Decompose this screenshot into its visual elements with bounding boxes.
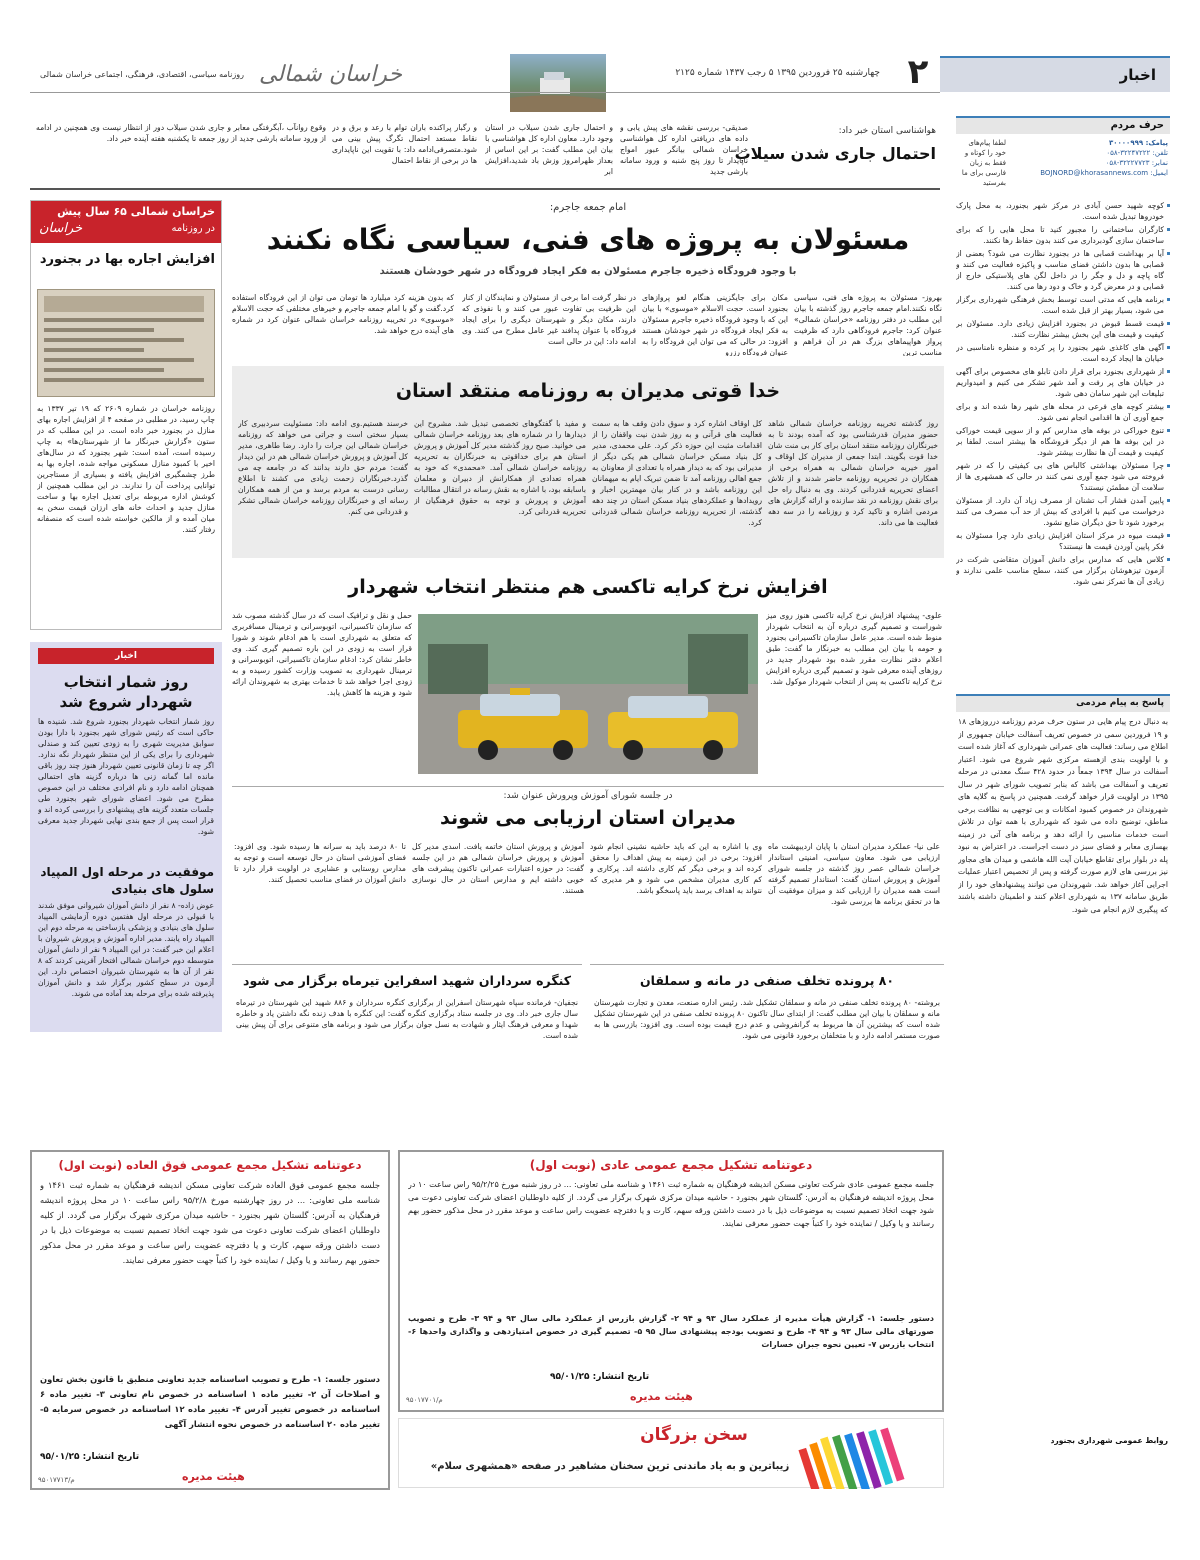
bullet-icon (1167, 322, 1170, 325)
taxi-image (418, 614, 758, 774)
flood-car-image (510, 54, 606, 112)
section-tab (940, 56, 1170, 92)
bullet-icon (1167, 228, 1170, 231)
story-kicker: هواشناسی استان خبر داد: (838, 126, 936, 136)
history-headline: افزایش اجاره بها در بجنورد (39, 252, 215, 267)
lead-story (232, 200, 944, 360)
lead-col-3: در نظر گرفت اما برخی از مسئولان و نمایندگان از کنار این ظرفیت بی تفاوت عبور می کنند و با نفوذی که دارند، مکان دیگر و شهرستان دیگری را برای ایجاد فرودگاه با عنوان پدافند غیر عامل مطرح می کنند. وی ادامه داد: این در حالی است (462, 293, 636, 346)
history-box (30, 200, 222, 630)
news-box-header: اخبار (38, 648, 214, 664)
bullet-icon (1167, 370, 1170, 373)
tagline: روزنامه سیاسی، اقتصادی، فرهنگی، اجتماعی خراسان شمالی (40, 70, 244, 79)
pencils-icon (793, 1419, 943, 1489)
notice1-text: جلسه مجمع عمومی عادی شرکت تعاونی مسکن اندیشه فرهنگیان به شماره ثبت ۱۴۶۱ و شناسه ملی تعاونی: ... در روز شنبه مورخ ۹۵/۲/۲۵ راس ساعت ۱۰ در محل پروژه اندیشه فرهنگیان به آدرس: گلستان شهر بجنورد - حاشیه میدان مرکزی شهرک برگزار می گردد. از کلیه داوطلبان اعضای شرکت تعاونی دعوت می شود جهت اتخاذ تصمیم نسبت به موضوعات ذیل با در دست داشتن ورقه سهم، کارت و یا دفترچه عضویت راس ساعت و موعد مقرر در محل مذکور حضور بهم رسانند و یا وکیل / نماینده خود را کتباً جهت حضور معرفی نمایند. (408, 1180, 934, 1228)
story-col-1: صدیقی- بررسی نقشه های پیش یابی و داده های دریافتی اداره کل هواشناسی خراسان شمالی بیانگر عبور امواج ناپایدار تا روز پنج شنبه و ورود سامانه بارشی جدید (620, 123, 748, 176)
people-voice-title: حرف مردم (1110, 120, 1164, 131)
reply-title: پاسخ به پیام مردمی (1076, 698, 1164, 708)
notice1-agenda: دستور جلسه: ۱- گزارش هیأت مدیره از عملکرد سال ۹۳ و ۹۴ ۲- گزارش بازرس از عملکرد مالی سال ۹۳ و ۹۴ ۳- طرح و تصویب صورتهای مالی سال ۹۳ و ۹۴ ۴- طرح و تصویب بودجه پیشنهادی سال ۹۵ ۵- تصمیم گیری در خصوص امتیازدهی و واگذاری واحدها ۶- انتخاب بازرس ۷- تعیین نحوه جبران خسارات (408, 1314, 934, 1349)
quote-title: سخن بزرگان (640, 1425, 748, 1445)
masthead (30, 52, 1170, 98)
taxi-col-1: علوی- پیشنهاد افزایش نرخ کرایه تاکسی هنوز روی میز شوراست و تصمیم گیری درباره آن به انتخاب شهردار منوط شده است. مدیر عامل سازمان تاکسیرانی بجنورد و حومه با بیان این مطلب به خبرنگار ما گفت: طبق اعلام دفتر نظارت مقرر شده بود شهردار جدید در روزهای آینده معرفی شود و تصمیم گیری درباره افزایش نرخ کرایه تاکسی به پس از انتخاب شهردار موکول شد. (766, 611, 942, 686)
lead-col-1: بهروز- مسئولان به پروژه های فنی، سیاسی نگاه نکنند.امام جمعه جاجرم روز گذشته با بیان این مطلب در دفتر روزنامه «خراسان شمالی» عنوان کرد: جاجرم فرودگاهی دارد که ظرفیت پرواز هواپیماهای بزرگ هم در آن فراهم و مناسب ترین (794, 293, 942, 356)
people-voice-item: کلاس هایی که مدارس برای دانش آموزان متقاضی شرکت در آزمون تیزهوشان برگزار می کنند، سطح مناسب علمی ندارند و زیادی آن ها تمرکز نمی شود. (956, 554, 1170, 587)
story-col-4: وقوع روانآب ،آبگرفتگی معابر و جاری شدن سیلاب دور از انتظار نیست وی همچنین در ادامه از ورود سامانه بارشی جدید از روز جمعه تا یکشنبه هفته آینده خبر داد. (36, 123, 326, 143)
mayor-headline: روز شمار انتخاب شهردار شروع شد (59, 673, 193, 711)
history-logo: خراسان (39, 221, 83, 236)
people-voice-column (956, 116, 1170, 1446)
contact-intro: لطفا پیام‌های خود را کوتاه و فقط به زبان فارسی برای ما بفرستید (961, 139, 1006, 187)
olympiad-headline: موفقیت در مرحله اول المپیاد سلول های بنیادی (40, 865, 214, 896)
editors-visit-story (232, 366, 944, 558)
old-newspaper-image (37, 289, 215, 397)
education-story (232, 786, 944, 958)
bullet-icon (1167, 346, 1170, 349)
date-line: چهارشنبه ۲۵ فروردین ۱۳۹۵ ۵ رجب ۱۴۳۷ شماره ۲۱۲۵ (675, 68, 880, 78)
guild-headline: ۸۰ پرونده تخلف صنفی در مانه و سملقان (640, 973, 894, 988)
mayor-text: روز شمار انتخاب شهردار بجنورد شروع شد. شنیده ها حاکی است که رئیس شورای شهر بجنورد با دارا بودن سوابق مدیریت شهری را به زودی تعیین کند و صندلی شهرداری را برای یکی از این منتظر شهردار نگه ندارد. اگر چه تا زمان قانونی تعیین شهردار هنوز چند روز باقی مانده اما گمانه زنی ها درباره گزینه های احتمالی همچنان ادامه دارد و نام افرادی مختلف در این خصوص مطرح می شود. اعضای شورای شهر بجنورد طی جلسات متعدد گزینه های پیشنهادی را بررسی کرده اند و قرار است پس از جمع بندی نهایی شهردار جدید معرفی شود. (38, 717, 214, 836)
bullet-icon (1167, 298, 1170, 301)
people-voice-item: قیمت میوه در مرکز استان افزایش زیادی دارد چرا مسئولان به فکر پایین آوردن قیمت ها نیستند؟ (956, 530, 1170, 552)
bullet-icon (1167, 558, 1170, 561)
story-col-2: و احتمال جاری شدن سیلاب در استان وجود دارد. معاون اداره کل هواشناسی با بیان این مطلب گفت: بر این اساس از بعداز ظهرامروز وزش باد شدید،افزایش ابر (485, 123, 613, 176)
bullet-icon (1167, 534, 1170, 537)
taxi-photo (418, 614, 758, 774)
quote-banner (398, 1418, 944, 1488)
reply-sign: روابط عمومی شهرداری بجنورد (1050, 1436, 1168, 1445)
history-header (31, 201, 221, 243)
lead-col-4: که بدون هزینه کرد میلیارد ها تومان می توان از این فرودگاه استفاده کرد.گفت و گو با امام جمعه جاجرم و خیرهای مختلفی که حجت الاسلام «موسوی» در تخریبه روزنامه خراسان شمالی عنوان کرد در شماره های آینده درج خواهد شد. (232, 293, 454, 335)
reply-header (956, 694, 1170, 712)
notice2-code: م/۹۵۰۱۷۷۱۳ (38, 1476, 75, 1484)
people-voice-item: پایین آمدن فشار آب تشنان از مصرف زیاد آن دارد. از مسئولان درخواست می کنیم با افرادی که بیش از حد آب مصرف می کنند برخورد شود تا حق دیگران ضایع نشود. (956, 495, 1170, 528)
bullet-icon (1167, 252, 1170, 255)
martyrs-congress-story (232, 964, 582, 1134)
lead-kicker: امام جمعه جاجرم: (549, 202, 627, 213)
people-voice-item: کارگران ساختمانی را مجبور کنید تا محل هایی را که برای ساختمان سازی گودبرداری می کنند بدون حفاظ رها نکنند. (956, 224, 1170, 246)
notice2-sign: هیئت مدیره (182, 1470, 245, 1483)
page-number: ۲ (907, 52, 929, 92)
reply-text: به دنبال درج پیام هایی در ستون حرف مردم روزنامه درروزهای ۱۸ و ۱۹ فروردین سمی در خصوص تعریف آسفالت خیابان جمهوری از اطلاع می رساند: فعالیت های عمرانی شهرداری که آغاز شده است و با اولویت بندی ازهسته مرکزی شهر شروع می شود. اعتبار آسفالت در سال ۱۳۹۴ جمعاً در حدود ۴۲۸ سنگ معدنی در مرحله تعریف و آسفالت می باشد که بنابر تصویب شورای شهر در سال ۱۳۹۵ در اولویت قرار خواهد گرفت. همچنین در پاسخ به گلایه های شهروندان در خصوص کمبود امکانات و بی توجهی به نظافت برخی مناطق، توضیح داده می شود که شهرداری با همه توان در تلاش است خدمات مناسبی را ارائه دهد و برنامه های آتی در زمینه بهسازی معابر و فضای سبز در دست اجراست. در اعتراض به نبود پله در بلوار برای تقاطع خیابان آیت الله هاشمی و میدان های مجاور نیز بررسی های لازم صورت گرفته و پس از تخصیص اعتبار عملیات اجرایی آغاز خواهد شد. شهروندان می توانند پیشنهادهای خود را از طریق سامانه ۱۳۷ به شهرداری اعلام کنند و اطمینان داشته باشند که پیگیری لازم انجام می شود. (958, 717, 1168, 914)
education-col-4: تا ۸۰ درصد باید به سرانه ها رسیده شود. وی افزود: فضای آموزشی استان در حال توسعه است و توجه به مدارس روستایی و عشایری در اولویت قرار دارد تا دانش آموزان در فضای مناسب تحصیل کنند. (234, 842, 406, 884)
history-text: روزنامه خراسان در شماره ۲۶۰۹ که ۱۹ تیر ۱۳۳۷ به چاپ رسید، در مطلبی در صفحه ۴ از افزایش اجاره بهای منازل در بجنورد خبر داده است. در این مطلب که در ستون «گزارش خبرنگار ما از شهرستان‌ها» به چاپ رسیده است، آمده است: شهر بجنورد که در سال‌های اخیر با کمبود منازل مسکونی مواجه شده، اجاره بها به طرز چشمگیری افزایش یافته و بسیاری از مستاجرین توانایی پرداخت آن را ندارند. در این مطلب همچنین از کوشش اداره مربوطه برای تعدیل اجاره بها و ساخت منازل جدید و احداث خانه های ارزان قیمت سخن به میان آمده و از مالکین خواسته شده است که منصفانه رفتار کنند. (37, 404, 215, 534)
notice-extraordinary (30, 1150, 390, 1490)
story-col-3: و رگبار پراکنده باران توام با رعد و برق و در نقاط مستعد احتمال تگرگ پیش بینی می شود.متصرفی‌ادامه داد: با تقویت این ناپایداری ها در برخی از نقاط احتمال (332, 123, 477, 165)
bullet-icon (1167, 499, 1170, 502)
quote-text: زیباترین و به یاد ماندنی ترین سخنان مشاهیر در صفحه «همشهری سلام» (430, 1461, 790, 1472)
education-col-1: علی نیا- عملکرد مدیران استان با پایان اردیبهشت ماه ارزیابی می شود. معاون سیاسی، امنیتی استاندار خراسان شمالی عصر روز گذشته در جلسه شورای آموزش و پرورش استان گفت: استاندار تصمیم گرفته است همه مدیران را ارزیابی کند و میزان موفقیت آن ها در تحقق برنامه ها بررسی شود. (768, 842, 940, 906)
people-voice-item: تنوع خوراکی در بوفه های مدارس کم و از سویی قیمت خوراکی در این بوفه ها هم از دیگر فروشگاه ها بیشتر است. لطفا بر کیفیت و قیمت آن ها نظارت بیشتر شود. (956, 425, 1170, 458)
history-title: خراسان شمالی ۶۵ سال پیش (57, 205, 215, 218)
story2-col-3: و مفید با گفتگوهای تخصصی تبدیل شد. مشروح این دیدارها را در شماره های بعد روزنامه خراسان شمالی می خوانید. صبح روز گذشته مدیر کل آموزش و پرورش استان هم برای خداقوتی به خبرنگاران به تحریریه روزنامه خراسان شمالی آمد. «محمدی» که خود به همراه تعدادی از همکارانش از دبیران و معلمان باسابقه بود، با اشاره به نقش رسانه در انتقال مطالبات آموزش و پرورش و توجه به حقوق فرهنگیان از تحریریه قدردانی کرد. (414, 419, 586, 516)
contact-sms: پیامک: ۳۰۰۰۰۹۹۹ (1108, 139, 1168, 147)
people-voice-item: آگهی های کاغذی شهر بجنورد را پر کرده و منظره نامناسبی در خیابان ها ایجاد کرده است. (956, 342, 1170, 364)
notice1-code: م/۹۵۰۱۷۷۰۱ (406, 1396, 443, 1404)
bullet-icon (1167, 464, 1170, 467)
history-title-2: در روزنامه (171, 223, 215, 234)
education-col-3: آموزش و پرورش استان خاتمه یافت. اسدی مدیر کل آموزش و پرورش خراسان شمالی هم در این جلسه گفت: در حوزه اعتبارات عمرانی تاکنون پیشرفت های خوبی داشته ایم و مدارس استان در حال نوسازی هستند. (412, 842, 584, 895)
story-headline: احتمال جاری شدن سیلاب (734, 144, 936, 163)
people-voice-item: برنامه هایی که مدتی است توسط بخش فرهنگی شهرداری برگزار می شود، بسیار بهتر از قبل شده است. (956, 294, 1170, 316)
people-voice-item: کوچه شهید حسن آبادی در مرکز شهر بجنورد، به محل پارک خودروها تبدیل شده است. (956, 200, 1170, 222)
taxi-story (232, 566, 944, 780)
people-voice-item: از شهرداری بجنورد برای قرار دادن تابلو های مخصوص برای آگهی در خیابان های پر رفت و آمد شهر تشکر می کنیم و امیدواریم تبلیغات این شهر سامان دهی شود. (956, 366, 1170, 399)
education-headline: مدیران استان ارزیابی می شوند (440, 807, 736, 829)
bullet-icon (1167, 204, 1170, 207)
people-voice-item: بیشتر کوچه های فرعی در محله های شهر رها شده اند و برای جمع آوری آن ها اقدامی انجام نمی شود. (956, 401, 1170, 423)
bullet-icon (1167, 429, 1170, 432)
people-voice-item: قیمت قسط قبوض در بجنورد افزایش زیادی دارد. مسئولان بر کیفیت و قیمت های این بخش بیشتر نظارت کنند. (956, 318, 1170, 340)
people-voice-header (956, 116, 1170, 134)
story2-col-1: روز گذشته تخریبه روزنامه خراسان شمالی شاهد حضور مدیران قدرشناسی بود که آمده بودند تا به خبرنگاران روزنامه منتقد استان برای کار بی منت شان خدا قوت بگویند. ابتدا جمعی از مدیران کل اوقاف و امور خیریه خراسان شمالی به همراه برخی از همکاران در تحریریه روزنامه حاضر شدند و از تلاش اعضای تحریریه قدردانی کردند. وی به دنبال راه حل برای نقش روزنامه در نقد سازنده و ارائه گزارش های مردمی اشاره و تاکید کرد و روزنامه را در سه دهه فعالیت ها می داند. (768, 419, 938, 527)
contact-email: ایمیل: BOJNORD@khorasannews.com (1040, 169, 1168, 177)
congress-headline: کنگره سرداران شهید اسفراین تیرماه برگزار می شود (243, 973, 571, 988)
notice2-text: جلسه مجمع عمومی فوق العاده شرکت تعاونی مسکن اندیشه فرهنگیان به شماره ثبت ۱۴۶۱ و شناسه ملی تعاونی: ... در روز چهارشنبه مورخ ۹۵/۲/۸ راس ساعت ۱۰ در محل پروژه اندیشه فرهنگیان به آدرس: گلستان شهر بجنورد - حاشیه میدان مرکزی شهرک برگزار می گردد. از کلیه داوطلبان اعضای شرکت تعاونی دعوت می شود جهت اتخاذ تصمیم نسبت به موضوعات ذیل با در دست داشتن ورقه سهم، کارت و یا دفترچه عضویت راس ساعت و موعد مقرر در محل مذکور حضور بهم رسانند و یا وکیل / نماینده خود را کتباً جهت حضور معرفی نمایند. (40, 1180, 380, 1265)
olympiad-text: عوض زاده- ۸ نفر از دانش آموزان شیروانی موفق شدند با قبولی در مرحله اول هفتمین دوره آزمایشی المپیاد سلول های بنیادی و پزشکی بازساختی به مرحله دوم این المپیاد راه یابند. مدیر اداره آموزش و پرورش شیروان با اعلام این خبر گفت: در این المپیاد ۹ نفر از دانش آموزان متوسطه دوم خراسان شمالی افتخار آفرینی کردند که ۸ نفر از آن ها به شهرستان شیروان اختصاص دارد. این آزمون در سطح کشور برگزار شد و دانش آموزان پذیرفته شده برای مرحله بعد آماده می شوند. (38, 901, 214, 998)
contact-fax: نمابر: ۳۲۲۲۷۷۲۳-۰۵۸ (1105, 159, 1168, 167)
contact-phone: تلفن: ۳۲۲۴۷۲۲۲-۰۵۸ (1106, 149, 1168, 157)
flood-story (30, 112, 940, 188)
story2-headline: خدا قوتی مدیران به روزنامه منتقد استان (395, 380, 781, 402)
lead-subhead: با وجود فرودگاه ذخیره جاجرم مسئولان به فکر ایجاد فرودگاه در شهر خودشان هستند (379, 266, 797, 277)
bullet-icon (1167, 405, 1170, 408)
notice1-title: دعوتنامه تشکیل مجمع عمومی عادی (نوبت اول) (529, 1158, 813, 1172)
lead-headline: مسئولان به پروژه های فنی، سیاسی نگاه نکنند (266, 223, 910, 256)
guild-violations-story (590, 964, 944, 1134)
notice2-date: تاریخ انتشار: ۹۵/۰۱/۲۵ (40, 1452, 140, 1462)
taxi-col-2: حمل و نقل و ترافیک است که در سال گذشته مصوب شد که سازمان تاکسیرانی، اتوبوسرانی و ترمینال مسافربری که متعلق به شهرداری است با هم ادغام شوند و شورا قرار است به زودی در این باره تصمیم گیری کند. وی خاطر نشان کرد: ادغام سازمان تاکسیرانی، اتوبوسرانی و ترمینال شهرداری به تصویب وزارت کشور رسیده و به زودی اجرا خواهد شد تا خدمات بهتری به شهروندان ارائه شود و هزینه ها کاهش یابد. (232, 611, 412, 697)
people-voice-item: آیا بر بهداشت قصابی ها در بجنورد نظارت می شود؟ بعضی از قصابی ها بدون داشتن فضای مناسب و پاکیزه فعالیت می کنند و گاه پاچه و دل و جگر را در داخل لگن های پلاستیکی خارج از قصابی و در معرض گرد و خاک و دود رها می کنند. (956, 248, 1170, 292)
congress-text: نجفیان- فرمانده سپاه شهرستان اسفراین از برگزاری کنگره سرداران و ۸۸۶ شهید این شهرستان در تیرماه سال جاری خبر داد. وی در جلسه ستاد برگزاری کنگره گفت: این کنگره با هدف زنده نگه داشتن یاد و خاطره شهدا و معرفی فرهنگ ایثار و شهادت به نسل جوان برگزار می شود و برنامه های متنوعی برای آن پیش بینی شده است. (236, 998, 578, 1040)
education-col-2: وی با اشاره به این که باید حاشیه نشینی انجام شود افزود: برخی در این زمینه به پیش اهداف را محقق کرده اند و برخی دیگر کم کاری داشته اند. پرکاری و کم کاری مدیران مشخص می شود و هر مدیری که نتواند به اهداف برسد باید پاسخگو باشد. (590, 842, 762, 895)
taxi-headline: افزایش نرخ کرایه تاکسی هم منتظر انتخاب شهردار (348, 576, 828, 598)
lead-col-2: مکان برای جایگزینی هنگام لغو پروازهای بجنورد است. حجت الاسلام «موسوی» با بیان این که با وجود فرودگاه ذخیره جاجرم مسئولان به فکر ایجاد فرودگاه در شهر خودشان هستند افزود: در حالی که می توان این فرودگاه را به عنوان فرودگاه رزرو (642, 293, 788, 356)
people-voice-item: چرا مسئولان بهداشتی کالباس های بی کیفیتی را که در شهر فروخته می شود جمع آوری نمی کنند در حالی که همشهری ها از سلامت آن مطمئن نیستند؟ (956, 460, 1170, 493)
story2-col-2: کل اوقاف اشاره کرد و سوق دادن وقف ها به سمت فعالیت های قرآنی و به روز شدن نیت واقفان را از اقدامات مثبت این حوزه ذکر کرد. علی محمدی، مدیر کل بنیاد مسکن خراسان شمالی هم یکی دیگر از مدیرانی بود که به دیدار همراه با تعدادی از معاونان به جمع اهالی روزنامه آمد تا ضمن تبریک ایام به میهمانان این روزنامه باشد و در کنار بیان مهمترین اخبار و رویدادها و عملکردهای بنیاد مسکن استان در چند دهه گذشته، از تحریریه روزنامه خراسان شمالی قدردانی کرد. (592, 419, 762, 527)
story2-col-4: خرسند هستیم.وی ادامه داد: مسئولیت سردبیری کار بسیار سختی است و جراتی می خواهد که روزنامه خراسان شمالی این جرات را دارد. رضا طاهری، مدیر کل آموزش و پرورش خراسان شمالی هم در این دیدار گفت: مردم حق دارند بدانند که در جامعه چه می گذرد.خبرنگاران زحمت زیادی می کشند تا اطلاع رسانی درست به مردم برسد و من از همه همکاران رسانه ای و خبرنگاران روزنامه خراسان شمالی تشکر و قدردانی می کنم. (238, 419, 408, 516)
logo: خراسان شمالی (258, 62, 402, 87)
notice-ordinary (398, 1150, 944, 1412)
notice1-sign: هیئت مدیره (630, 1390, 693, 1403)
news-box (30, 642, 222, 1032)
notice2-agenda: دستور جلسه: ۱- طرح و تصویب اساسنامه جدید تعاونی منطبق با قانون بخش تعاون و اصلاحات آن ۲- تغییر ماده ۱ اساسنامه در خصوص نام تعاونی ۳- تغییر ماده ۶ اساسنامه در خصوص تغییر آدرس ۴- تغییر ماده ۱۲ اساسنامه در خصوص سرمایه ۵- تغییر ماده ۲۰ اساسنامه در خصوص نحوه انتشار آگهی (40, 1374, 380, 1429)
masthead-photo (510, 54, 606, 112)
notice1-date: تاریخ انتشار: ۹۵/۰۱/۲۵ (550, 1372, 650, 1382)
education-kicker: در جلسه شورای آموزش وپرورش عنوان شد: (503, 791, 673, 801)
notice2-title: دعوتنامه تشکیل مجمع عمومی فوق العاده (نوبت اول) (58, 1158, 362, 1172)
contact-box (956, 138, 1170, 196)
guild-text: بروشته- ۸۰ پرونده تخلف صنفی در مانه و سملقان تشکیل شد. رئیس اداره صنعت، معدن و تجارت شهرستان مانه و سملقان با بیان این مطلب گفت: از ابتدای سال تاکنون ۸۰ پرونده تخلف صنفی در این شهرستان تشکیل شده است که بیشترین آن ها مربوط به گرانفروشی و عدم درج قیمت بوده است. وی افزود: بازرسی ها به صورت مستمر ادامه دارد و با متخلفان برخورد قانونی می شود. (594, 998, 940, 1040)
section-title: اخبار (1119, 66, 1156, 84)
